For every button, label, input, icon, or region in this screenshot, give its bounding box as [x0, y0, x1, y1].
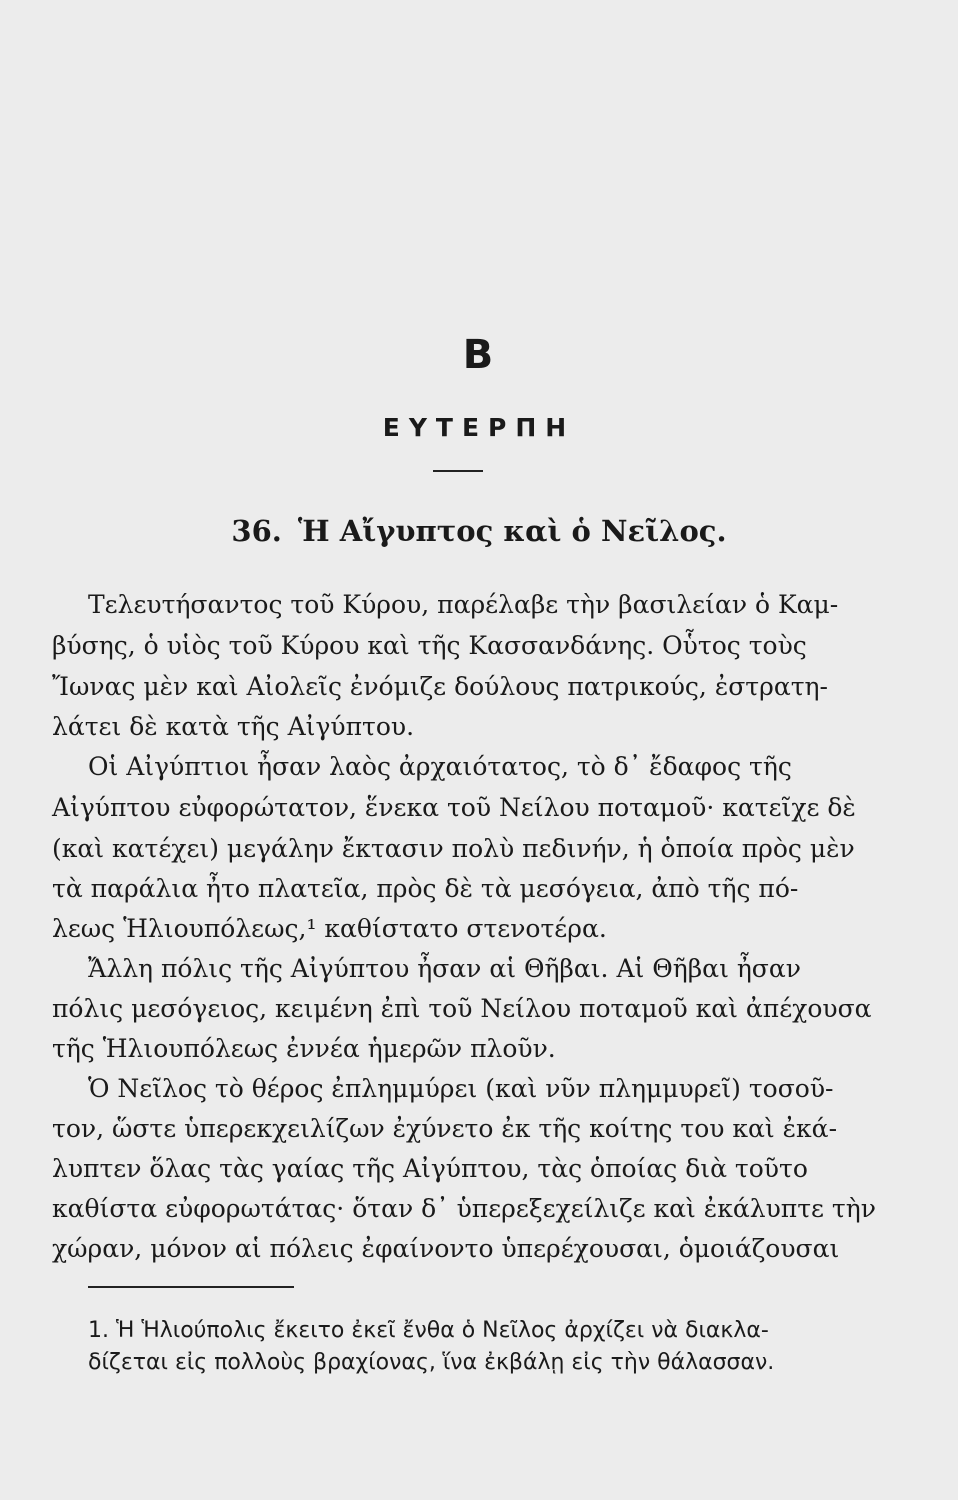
body-line: Οἱ Αἰγύπτιοι ἦσαν λαὸς ἀρχαιότατος, τὸ δ᾽ ἔδαφος τῆς — [88, 752, 792, 781]
body-line: πόλις μεσόγειος, κειμένη ἐπὶ τοῦ Νείλου ποταμοῦ καὶ ἀπέχουσα — [52, 994, 872, 1023]
chapter-heading — [0, 514, 958, 548]
body-line: καθίστα εὐφορωτάτας· ὅταν δ᾽ ὑπερεξεχείλιζε καὶ ἐκάλυπτε τὴν — [52, 1194, 876, 1223]
body-line: Ἴωνας μὲν καὶ Αἰολεῖς ἐνόμιζε δούλους πατρικούς, ἐστρατη- — [52, 672, 828, 701]
body-line: Ὁ Νεῖλος τὸ θέρος ἐπλημμύρει (καὶ νῦν πλημμυρεῖ) τοσοῦ- — [88, 1074, 834, 1103]
chapter-number: 36. — [231, 514, 282, 548]
body-line: λάτει δὲ κατὰ τῆς Αἰγύπτου. — [52, 712, 415, 741]
body-line: Τελευτήσαντος τοῦ Κύρου, παρέλαβε τὴν βασιλείαν ὁ Καμ- — [88, 590, 839, 619]
body-line: τῆς Ἡλιουπόλεως ἐννέα ἡμερῶν πλοῦν. — [52, 1034, 556, 1063]
footnote-rule — [88, 1286, 294, 1288]
body-line: Ἄλλη πόλις τῆς Αἰγύπτου ἦσαν αἱ Θῆβαι. Αἱ Θῆβαι ἦσαν — [88, 954, 801, 983]
chapter-title: Ἡ Αἴγυπτος καὶ ὁ Νεῖλος. — [297, 514, 727, 548]
body-line: λεως Ἡλιουπόλεως,¹ καθίστατο στενοτέρα. — [52, 914, 607, 943]
footnote-text: Ἡ Ἡλιούπολις ἔκειτο ἐκεῖ ἔνθα ὁ Νεῖλος ἀρχίζει νὰ διακλα- — [116, 1318, 769, 1343]
body-line: λυπτεν ὅλας τὰς γαίας τῆς Αἰγύπτου, τὰς ὁποίας διὰ τοῦτο — [52, 1154, 808, 1183]
body-line: Αἰγύπτου εὐφορώτατον, ἕνεκα τοῦ Νείλου ποταμοῦ· κατεῖχε δὲ — [52, 793, 856, 822]
body-line: χώραν, μόνον αἱ πόλεις ἐφαίνοντο ὑπερέχουσαι, ὁμοιάζουσαι — [52, 1234, 840, 1263]
title-rule — [433, 470, 483, 472]
footnote-line — [88, 1318, 769, 1344]
body-line: (καὶ κατέχει) μεγάλην ἔκτασιν πολὺ πεδινήν, ἡ ὁποία πρὸς μὲν — [52, 834, 855, 863]
body-line: βύσης, ὁ υἱὸς τοῦ Κύρου καὶ τῆς Κασσανδάνης. Οὗτος τοὺς — [52, 631, 807, 660]
body-line: τὰ παράλια ἦτο πλατεῖα, πρὸς δὲ τὰ μεσόγεια, ἀπὸ τῆς πό- — [52, 874, 799, 903]
footnote-line: δίζεται εἰς πολλοὺς βραχίονας, ἵνα ἐκβάλῃ εἰς τὴν θάλασσαν. — [88, 1350, 775, 1375]
footnote-marker: 1. — [88, 1318, 109, 1343]
body-line: τον, ὥστε ὑπερεκχειλίζων ἐχύνετο ἐκ τῆς κοίτης του καὶ ἐκά- — [52, 1114, 838, 1143]
book-title: ΕΥΤΕΡΠΗ — [382, 413, 576, 442]
book-letter: B — [462, 332, 496, 378]
